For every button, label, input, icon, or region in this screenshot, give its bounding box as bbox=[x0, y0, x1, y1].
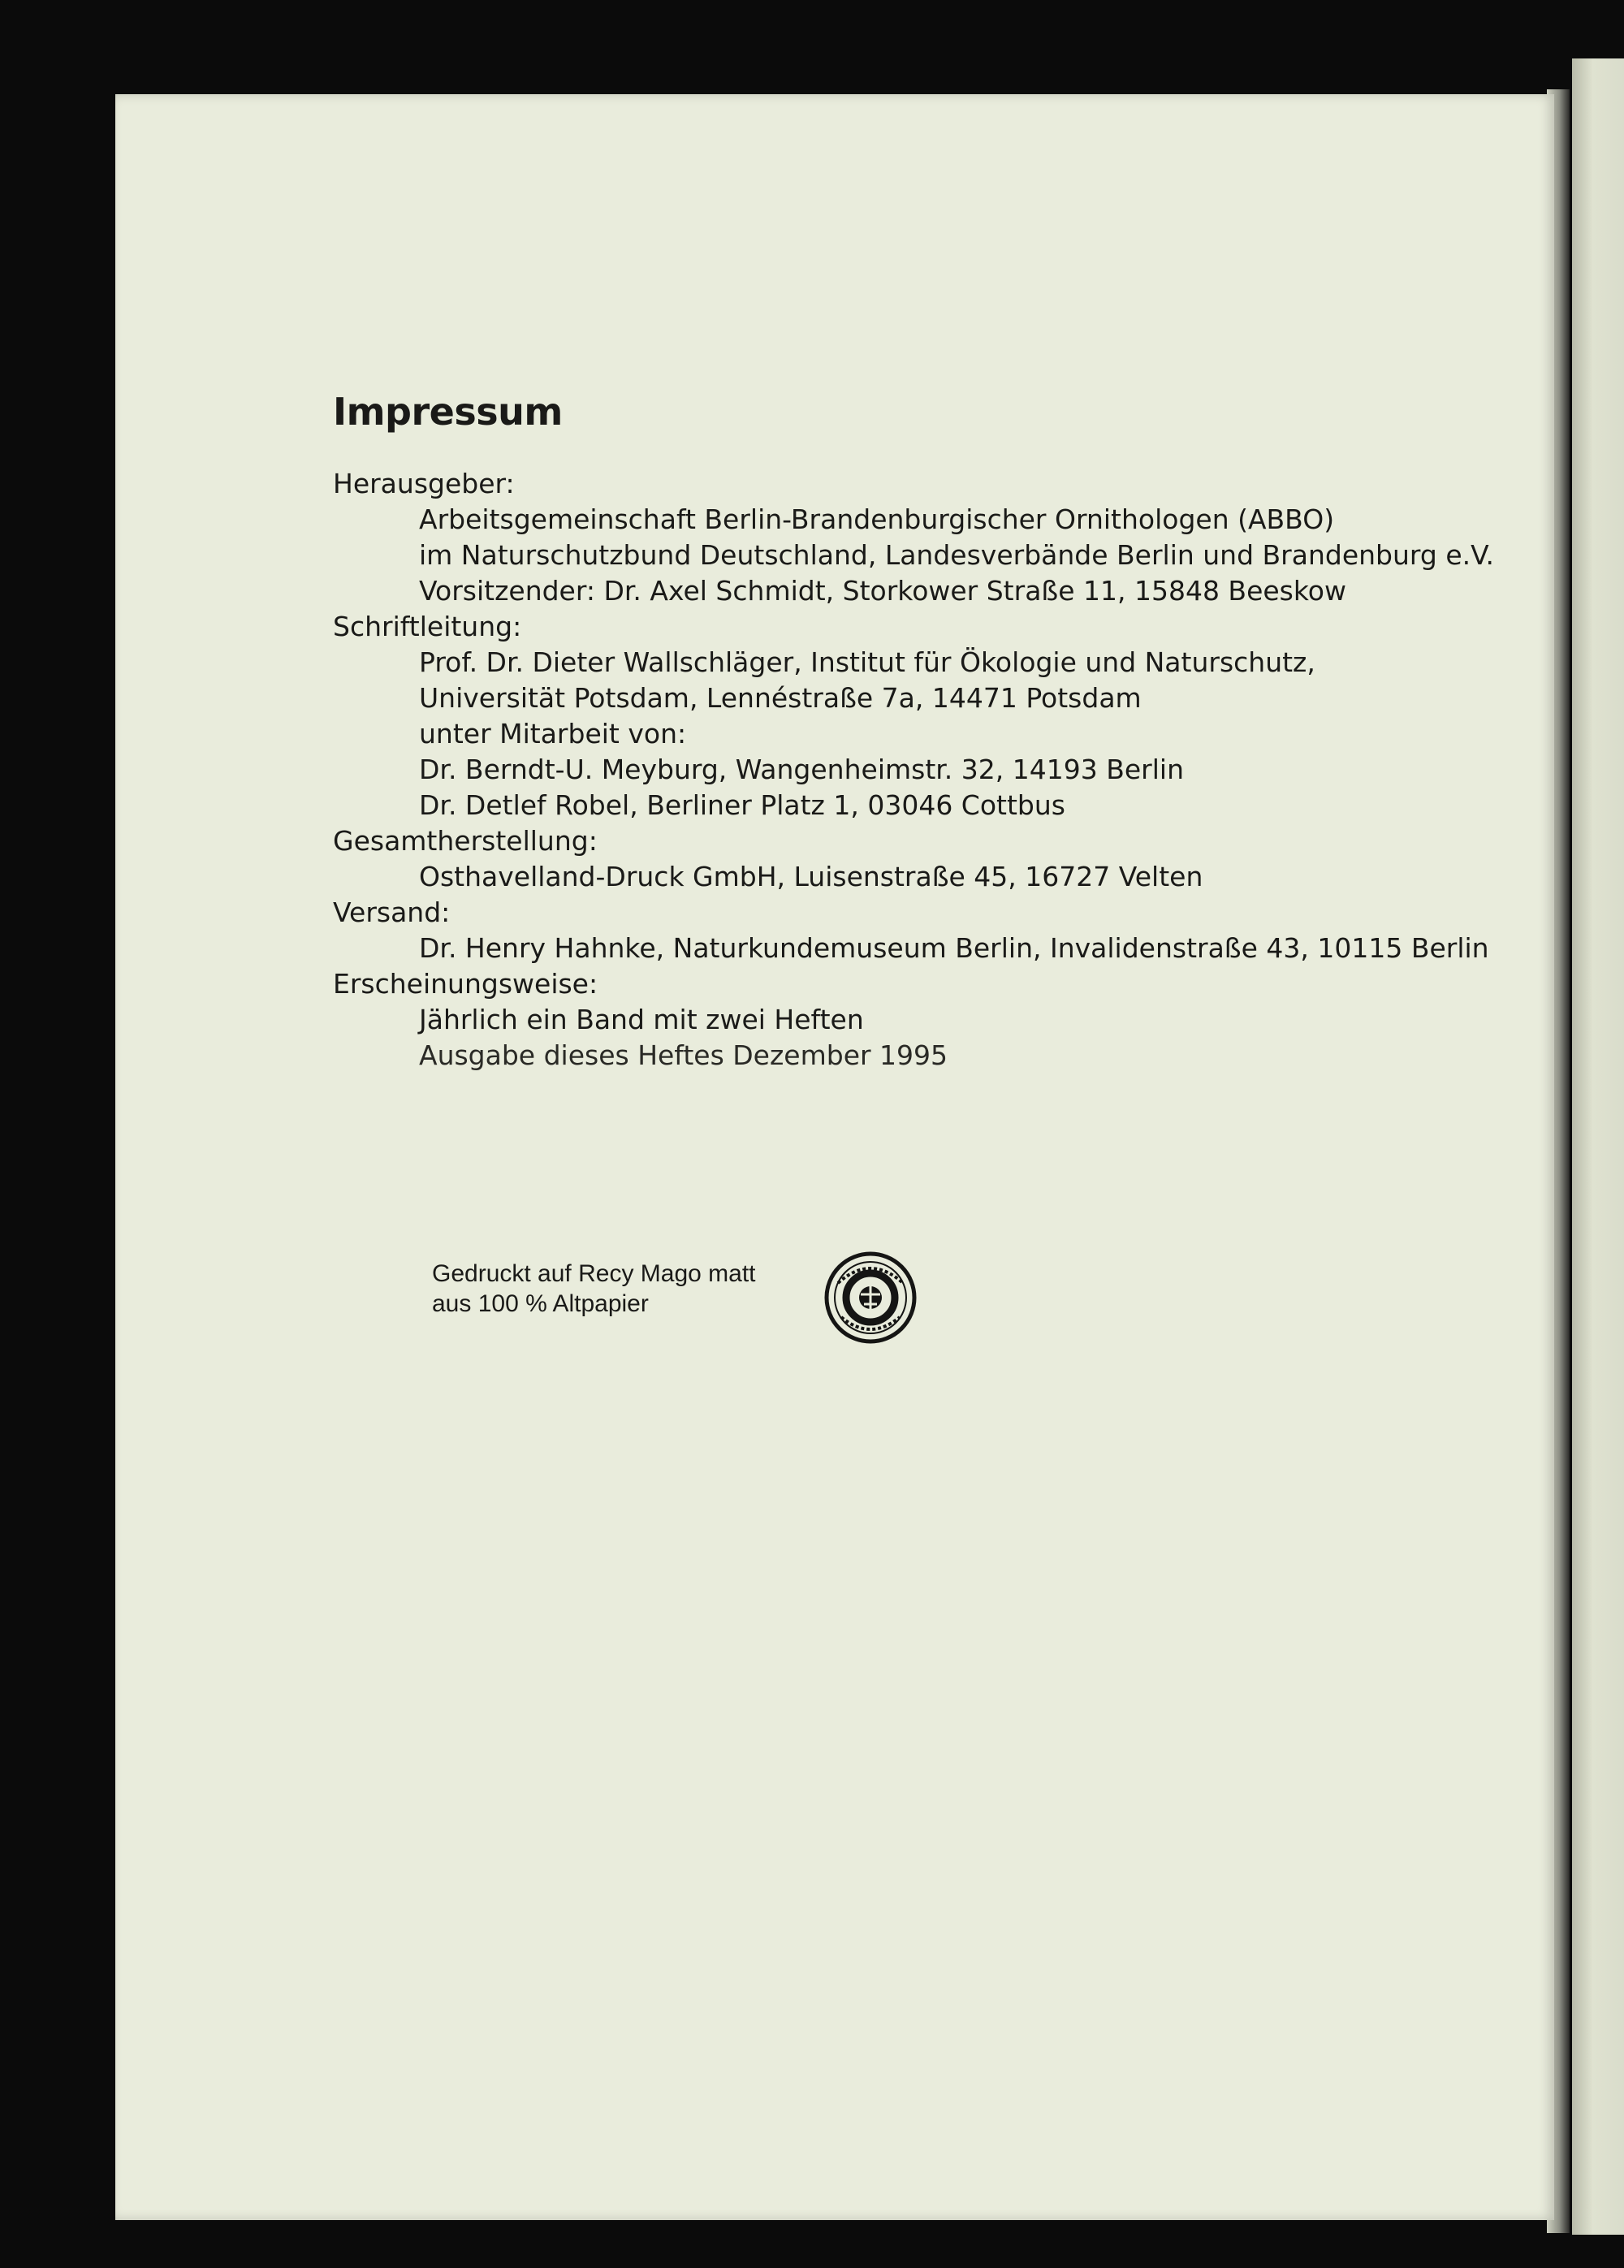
section-schriftleitung bbox=[333, 609, 1510, 823]
section-herausgeber bbox=[333, 466, 1510, 609]
section-label: Herausgeber: bbox=[333, 468, 515, 499]
printed-on-line-2: aus 100 % Altpapier bbox=[432, 1290, 649, 1317]
section-erscheinungsweise bbox=[333, 966, 1510, 1074]
section-line: Dr. Detlef Robel, Berliner Platz 1, 03046 Cottbus bbox=[419, 789, 1065, 821]
blue-angel-environmental-seal-icon bbox=[823, 1251, 918, 1345]
section-label: Versand: bbox=[333, 896, 451, 928]
section-label: Schriftleitung: bbox=[333, 611, 522, 642]
section-label: Gesamtherstellung: bbox=[333, 825, 598, 857]
section-line: Prof. Dr. Dieter Wallschläger, Institut für Ökologie und Naturschutz, bbox=[419, 646, 1315, 678]
impressum-block bbox=[333, 390, 1510, 1074]
next-page-edge bbox=[1572, 58, 1624, 2235]
section-line: Dr. Henry Hahnke, Naturkundemuseum Berlin, Invalidenstraße 43, 10115 Berlin bbox=[419, 932, 1489, 964]
section-gesamtherstellung bbox=[333, 823, 1510, 895]
section-label: Erscheinungsweise: bbox=[333, 968, 598, 1000]
section-line: Osthavelland-Druck GmbH, Luisenstraße 45, 16727 Velten bbox=[419, 861, 1203, 892]
section-versand bbox=[333, 895, 1510, 966]
section-line: Dr. Berndt-U. Meyburg, Wangenheimstr. 32, 14193 Berlin bbox=[419, 754, 1184, 785]
printed-on-line-1: Gedruckt auf Recy Mago matt bbox=[432, 1260, 756, 1287]
section-line: im Naturschutzbund Deutschland, Landesverbände Berlin und Brandenburg e.V. bbox=[419, 539, 1494, 571]
section-line: Jährlich ein Band mit zwei Heften bbox=[419, 1004, 864, 1035]
section-line: Ausgabe dieses Heftes Dezember 1995 bbox=[419, 1039, 948, 1071]
section-line: Universität Potsdam, Lennéstraße 7a, 14471 Potsdam bbox=[419, 682, 1142, 714]
section-line: Arbeitsgemeinschaft Berlin-Brandenburgischer Ornithologen (ABBO) bbox=[419, 503, 1335, 535]
section-line: unter Mitarbeit von: bbox=[419, 718, 687, 750]
section-line: Vorsitzender: Dr. Axel Schmidt, Storkower Straße 11, 15848 Beeskow bbox=[419, 575, 1346, 607]
page-title: Impressum bbox=[333, 390, 563, 434]
printed-on-note bbox=[432, 1259, 756, 1319]
